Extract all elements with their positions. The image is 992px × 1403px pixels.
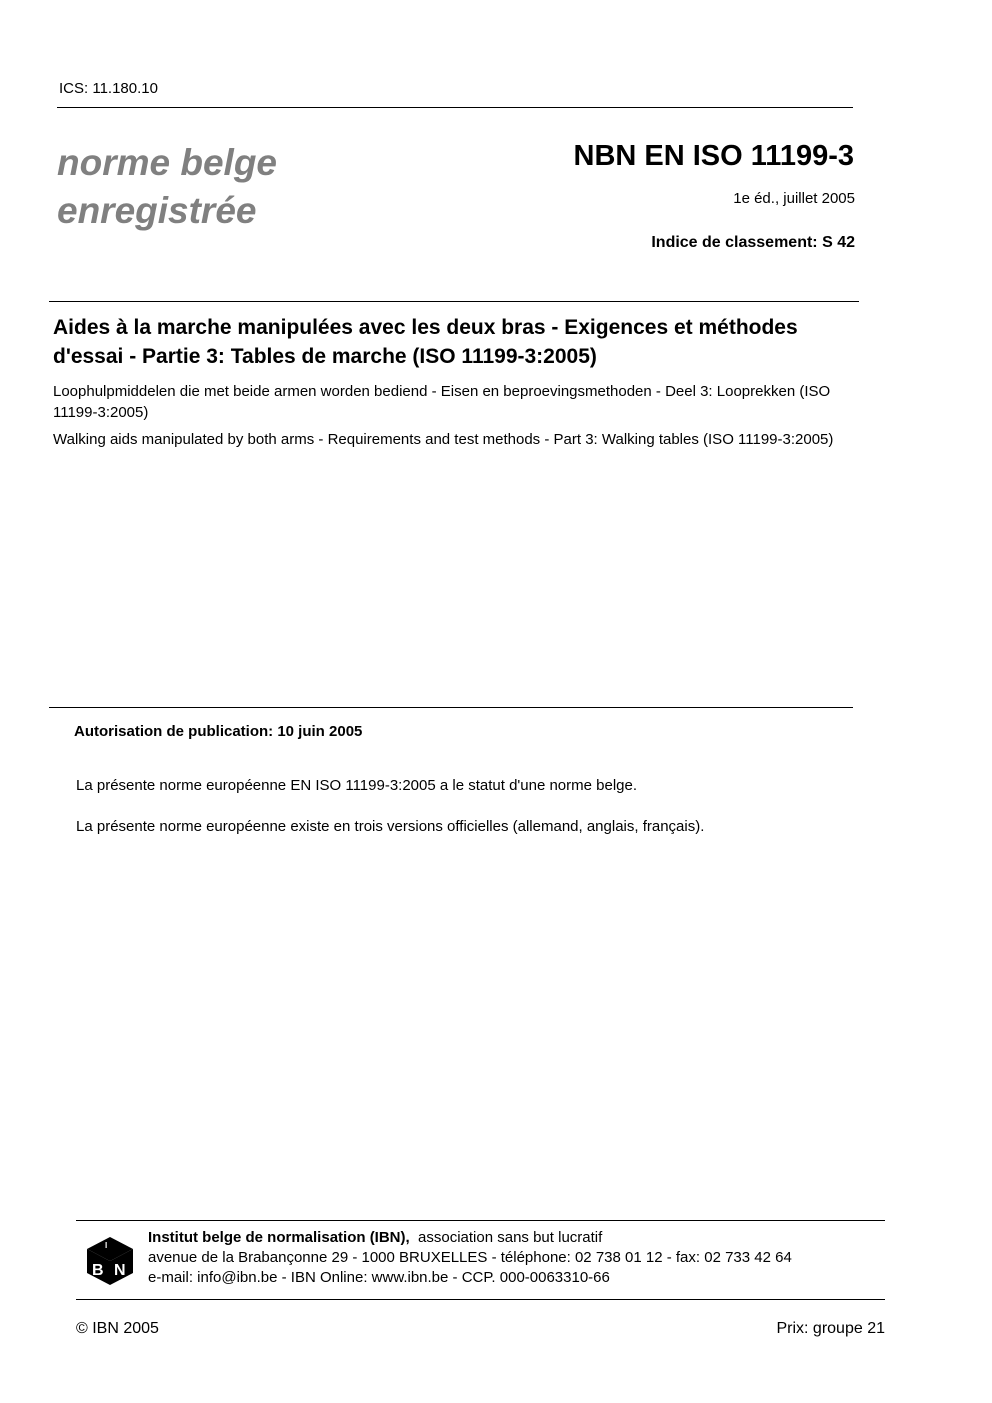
svg-text:N: N <box>114 1262 126 1279</box>
norme-enregistree-label: enregistrée <box>57 190 257 231</box>
ics-code: ICS: 11.180.10 <box>59 80 158 97</box>
footer-top-divider <box>76 1220 885 1221</box>
versions-paragraph: La présente norme européenne existe en trois versions officielles (allemand, anglais, français). <box>76 818 705 835</box>
price-group: Prix: groupe 21 <box>776 1320 885 1337</box>
standard-number: NBN EN ISO 11199-3 <box>573 140 854 172</box>
institute-type: association sans but lucratif <box>418 1229 603 1246</box>
svg-text:B: B <box>92 1262 104 1279</box>
title-dutch: Loophulpmiddelen die met beide armen worden bediend - Eisen en beproevingsmethoden - Deel 3: Looprekken (ISO 11199-3:2005) <box>53 383 831 421</box>
ibn-cube-logo-icon <box>84 1235 136 1287</box>
title-divider <box>49 301 859 302</box>
body-divider <box>49 707 853 708</box>
svg-text:I: I <box>105 1241 108 1250</box>
edition-info: 1e éd., juillet 2005 <box>733 190 855 207</box>
copyright: © IBN 2005 <box>76 1320 159 1337</box>
footer-bottom-divider <box>76 1299 885 1300</box>
institute-address: avenue de la Brabançonne 29 - 1000 BRUXELLES - téléphone: 02 738 01 12 - fax: 02 733 42 64 <box>148 1249 792 1266</box>
header-divider <box>57 107 853 108</box>
publication-authorisation: Autorisation de publication: 10 juin 2005 <box>74 723 363 740</box>
classification-index: Indice de classement: S 42 <box>651 234 855 251</box>
norme-belge-label: norme belge <box>57 142 277 183</box>
institute-name: Institut belge de normalisation (IBN), <box>148 1229 410 1246</box>
status-paragraph: La présente norme européenne EN ISO 11199-3:2005 a le statut d'une norme belge. <box>76 777 638 794</box>
title-english: Walking aids manipulated by both arms - Requirements and test methods - Part 3: Walking tables (ISO 11199-3:2005) <box>53 431 834 448</box>
institute-info <box>148 1228 792 1288</box>
title-french: Aides à la marche manipulées avec les deux bras - Exigences et méthodes d'essai - Partie 3: Tables de marche (ISO 11199-3:2005) <box>53 316 798 368</box>
institute-contact: e-mail: info@ibn.be - IBN Online: www.ibn.be - CCP. 000-0063310-66 <box>148 1269 610 1286</box>
